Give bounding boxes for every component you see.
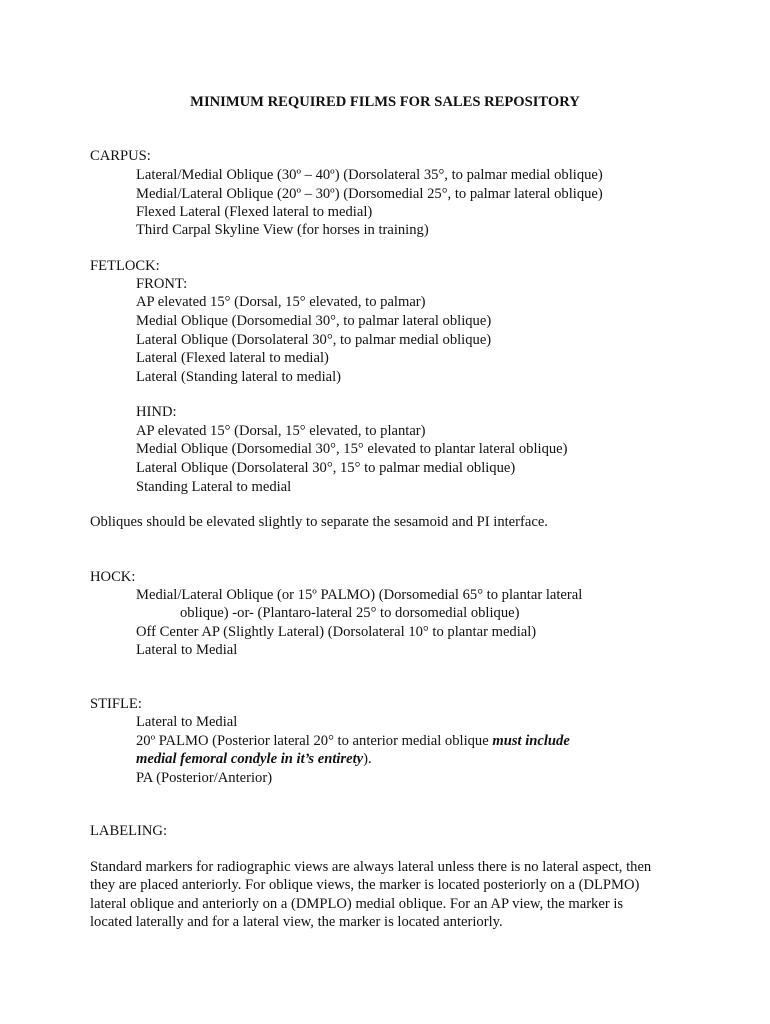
hock-line: Lateral to Medial	[136, 642, 238, 658]
stifle-emphasis: must include	[492, 733, 570, 749]
fetlock-hind-heading: HIND:	[136, 404, 177, 420]
hock-line: Off Center AP (Slightly Lateral) (Dorsolateral 10° to plantar medial)	[136, 624, 537, 640]
stifle-heading: STIFLE:	[90, 696, 142, 712]
fetlock-front-line: Medial Oblique (Dorsomedial 30°, to palmar lateral oblique)	[136, 313, 492, 329]
fetlock-hind-line: Standing Lateral to medial	[136, 479, 292, 495]
stifle-line	[136, 732, 570, 750]
hock-line: Medial/Lateral Oblique (or 15º PALMO) (Dorsomedial 65° to plantar lateral	[136, 587, 583, 603]
stifle-line: PA (Posterior/Anterior)	[136, 770, 273, 786]
fetlock-hind-line: AP elevated 15° (Dorsal, 15° elevated, to plantar)	[136, 423, 426, 439]
labeling-heading: LABELING:	[90, 823, 168, 839]
carpus-line: Flexed Lateral (Flexed lateral to medial)	[136, 204, 373, 220]
stifle-line	[136, 750, 372, 768]
fetlock-front-line: Lateral (Standing lateral to medial)	[136, 369, 342, 385]
fetlock-front-line: AP elevated 15° (Dorsal, 15° elevated, to palmar)	[136, 294, 426, 310]
hock-line-continuation: oblique) -or- (Plantaro-lateral 25° to dorsomedial oblique)	[180, 605, 520, 621]
labeling-line: lateral oblique and anteriorly on a (DMPLO) medial oblique. For an AP view, the marker is	[90, 896, 624, 912]
carpus-line: Lateral/Medial Oblique (30º – 40º) (Dorsolateral 35°, to palmar medial oblique)	[136, 167, 603, 183]
carpus-line: Medial/Lateral Oblique (20º – 30º) (Dorsomedial 25°, to palmar lateral oblique)	[136, 186, 603, 202]
labeling-line: Standard markers for radiographic views are always lateral unless there is no lateral aspect, then	[90, 859, 652, 875]
stifle-line-text: ).	[363, 751, 372, 767]
carpus-heading: CARPUS:	[90, 148, 151, 164]
fetlock-hind-line: Medial Oblique (Dorsomedial 30°, 15° elevated to plantar lateral oblique)	[136, 441, 568, 457]
hock-heading: HOCK:	[90, 569, 136, 585]
fetlock-front-line: Lateral (Flexed lateral to medial)	[136, 350, 329, 366]
page-title: MINIMUM REQUIRED FILMS FOR SALES REPOSITORY	[190, 94, 580, 110]
carpus-line: Third Carpal Skyline View (for horses in training)	[136, 222, 429, 238]
fetlock-hind-line: Lateral Oblique (Dorsolateral 30°, 15° to palmar medial oblique)	[136, 460, 516, 476]
fetlock-front-line: Lateral Oblique (Dorsolateral 30°, to palmar medial oblique)	[136, 332, 492, 348]
obliques-note: Obliques should be elevated slightly to separate the sesamoid and PI interface.	[90, 514, 548, 530]
stifle-emphasis: medial femoral condyle in it’s entirety	[136, 751, 364, 767]
stifle-line: Lateral to Medial	[136, 714, 238, 730]
fetlock-front-heading: FRONT:	[136, 276, 188, 292]
labeling-line: they are placed anteriorly. For oblique views, the marker is located posteriorly on a (DLPMO)	[90, 877, 640, 893]
labeling-line: located laterally and for a lateral view, the marker is located anteriorly.	[90, 914, 503, 930]
stifle-line-text: 20º PALMO (Posterior lateral 20° to anterior medial oblique	[136, 733, 493, 749]
fetlock-heading: FETLOCK:	[90, 258, 160, 274]
